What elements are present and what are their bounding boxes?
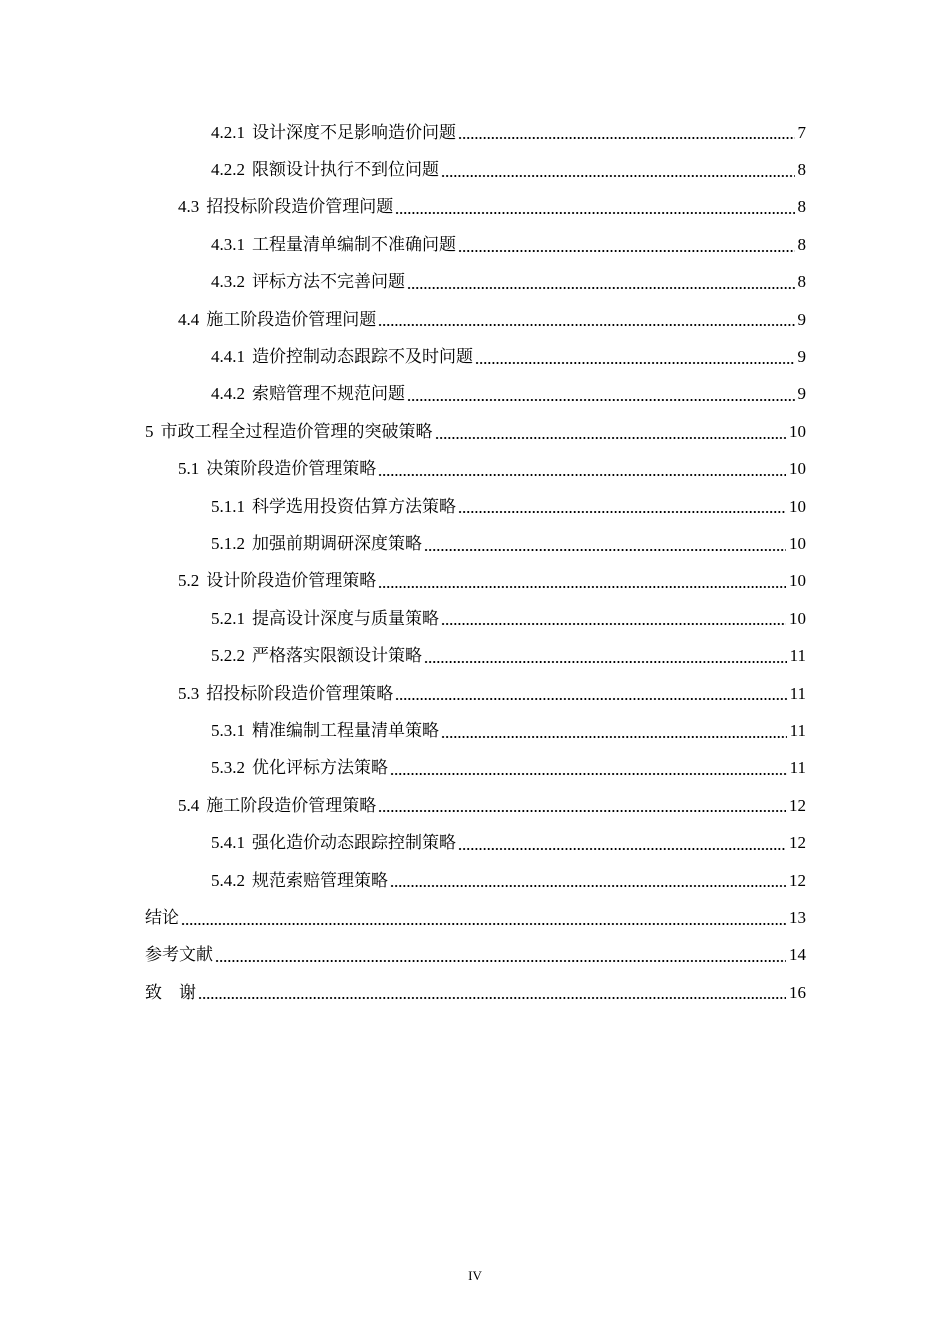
toc-entry-number: 5.4.1 [211,833,245,853]
toc-entry-number: 5.2.2 [211,646,245,666]
toc-entry-title: 科学选用投资估算方法策略 [252,496,456,517]
toc-entry-number: 5.2 [178,571,200,591]
toc-entry-page-number: 16 [789,982,806,1002]
toc-entry-title: 工程量清单编制不准确问题 [252,234,456,255]
toc-entry-page-number: 10 [789,608,806,628]
toc-dot-leader [407,276,795,290]
toc-entry-title: 强化造价动态跟踪控制策略 [252,833,456,854]
toc-entry-number: 5.1.2 [211,533,245,553]
toc-dot-leader [458,239,795,253]
toc-entry-page-number: 11 [789,646,806,666]
toc-dot-leader [441,725,787,739]
toc-dot-leader [390,762,787,776]
toc-dot-leader [424,650,787,664]
toc-dot-leader [407,388,795,402]
toc-entry-page-number: 10 [789,496,806,516]
toc-entry-page-number: 11 [789,758,806,778]
toc-entry[interactable] [0,750,950,787]
toc-entry-title: 造价控制动态跟踪不及时问题 [252,347,473,368]
toc-entry[interactable] [0,301,950,338]
toc-dot-leader [378,799,786,813]
toc-entry-page-number: 12 [789,833,806,853]
toc-entry-page-number: 10 [789,533,806,553]
toc-entry-page-number: 11 [789,720,806,740]
toc-entry-number: 4.2.2 [211,160,245,180]
toc-entry-title: 提高设计深度与质量策略 [252,608,439,629]
toc-entry[interactable] [0,712,950,749]
toc-dot-leader [395,201,794,215]
toc-dot-leader [424,538,786,552]
toc-entry[interactable] [0,637,950,674]
toc-entry-page-number: 9 [797,384,806,404]
toc-entry-title: 施工阶段造价管理策略 [206,795,377,816]
toc-entry[interactable] [0,338,950,375]
toc-dot-leader [181,912,786,926]
toc-entry-page-number: 10 [789,571,806,591]
toc-entry-title: 评标方法不完善问题 [252,272,405,293]
toc-entry-page-number: 14 [789,945,806,965]
toc-entry-title: 设计阶段造价管理策略 [206,571,377,592]
toc-entry[interactable] [0,376,950,413]
toc-entry[interactable] [0,974,950,1011]
toc-entry[interactable] [0,413,950,450]
toc-dot-leader [458,126,795,140]
toc-entry-page-number: 10 [789,421,806,441]
toc-entry[interactable] [0,451,950,488]
toc-entry-title: 限额设计执行不到位问题 [252,160,439,181]
toc-entry-number: 5.3 [178,683,200,703]
toc-dot-leader [458,500,786,514]
toc-entry-number: 4.4.1 [211,347,245,367]
toc-dot-leader [435,426,787,440]
toc-entry-title: 索赔管理不规范问题 [252,384,405,405]
toc-entry-number: 5.3.1 [211,720,245,740]
toc-entry[interactable] [0,899,950,936]
toc-dot-leader [395,687,786,701]
toc-entry[interactable] [0,937,950,974]
toc-entry[interactable] [0,488,950,525]
toc-entry-number: 5.2.1 [211,608,245,628]
toc-entry-number: 4.3.2 [211,272,245,292]
toc-entry-number: 5.1 [178,459,200,479]
toc-entry-title: 严格落实限额设计策略 [252,646,422,667]
toc-entry-title: 招投标阶段造价管理策略 [206,683,394,704]
toc-entry-page-number: 8 [797,272,806,292]
toc-entry-number: 5.4.2 [211,870,245,890]
toc-entry-number: 5.1.1 [211,496,245,516]
toc-dot-leader [441,164,795,178]
toc-entry-title: 结论 [145,907,179,928]
toc-entry-title: 招投标阶段造价管理问题 [206,197,394,218]
toc-entry-number: 4.4 [178,309,200,329]
toc-dot-leader [441,612,786,626]
table-of-contents [0,114,950,1011]
page-number-footer: IV [468,1268,482,1283]
toc-dot-leader [390,874,786,888]
toc-entry[interactable] [0,151,950,188]
toc-entry[interactable] [0,114,950,151]
toc-entry[interactable] [0,525,950,562]
toc-entry[interactable] [0,862,950,899]
toc-entry-title: 施工阶段造价管理问题 [206,309,377,330]
toc-dot-leader [378,575,786,589]
toc-entry-title: 设计深度不足影响造价问题 [252,122,456,143]
toc-entry-title: 加强前期调研深度策略 [252,533,422,554]
toc-dot-leader [378,313,794,327]
toc-entry[interactable] [0,189,950,226]
toc-entry-number: 5.4 [178,795,200,815]
toc-dot-leader [198,986,786,1000]
toc-entry[interactable] [0,226,950,263]
toc-entry[interactable] [0,675,950,712]
toc-entry-page-number: 11 [789,683,806,703]
toc-entry-title: 优化评标方法策略 [252,758,388,779]
toc-entry-title: 参考文献 [145,945,213,966]
toc-entry-number: 5.3.2 [211,758,245,778]
toc-entry-number: 4.2.1 [211,122,245,142]
toc-entry-page-number: 13 [789,907,806,927]
toc-entry-page-number: 10 [789,459,806,479]
toc-entry-page-number: 9 [797,347,806,367]
toc-entry-page-number: 8 [797,234,806,254]
toc-entry-title: 精准编制工程量清单策略 [252,720,439,741]
toc-entry-title: 致 谢 [145,982,196,1003]
toc-entry-number: 4.4.2 [211,384,245,404]
toc-dot-leader [378,463,786,477]
toc-entry-number: 5 [145,421,154,441]
toc-dot-leader [475,351,795,365]
toc-entry-title: 规范索赔管理策略 [252,870,388,891]
toc-entry[interactable] [0,600,950,637]
toc-entry-page-number: 7 [797,122,806,142]
toc-dot-leader [215,949,786,963]
toc-entry-number: 4.3 [178,197,200,217]
toc-entry-number: 4.3.1 [211,234,245,254]
toc-entry-page-number: 8 [797,197,806,217]
toc-entry-page-number: 8 [797,160,806,180]
toc-entry-title: 市政工程全过程造价管理的突破策略 [160,421,433,442]
toc-entry[interactable] [0,787,950,824]
toc-dot-leader [458,837,786,851]
toc-entry[interactable] [0,824,950,861]
toc-entry[interactable] [0,264,950,301]
toc-entry-page-number: 12 [789,795,806,815]
toc-entry-page-number: 9 [797,309,806,329]
toc-entry-title: 决策阶段造价管理策略 [206,459,377,480]
toc-entry[interactable] [0,563,950,600]
toc-entry-page-number: 12 [789,870,806,890]
